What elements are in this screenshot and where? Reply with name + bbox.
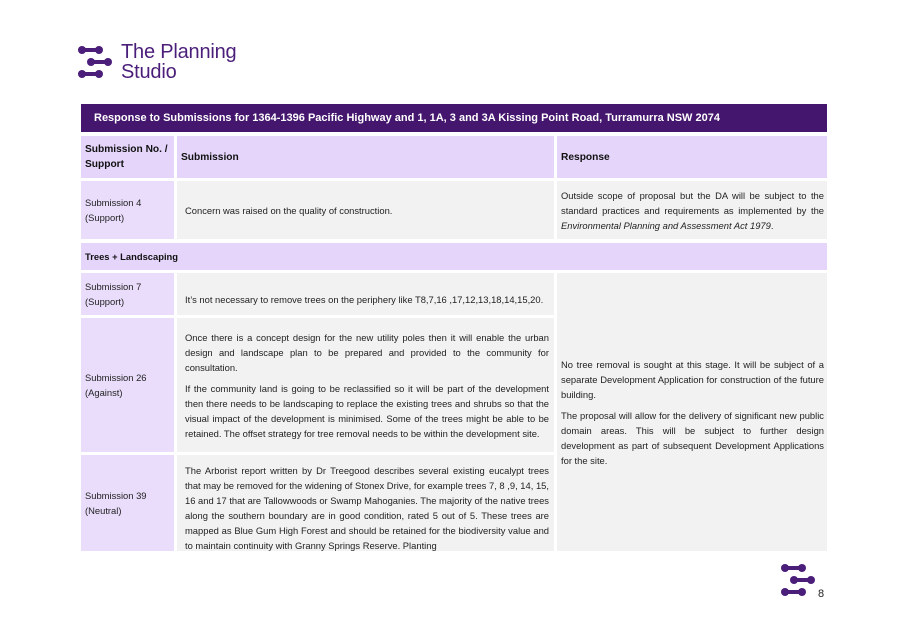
header-response: Response: [557, 136, 827, 178]
trees-landscaping-response: [557, 273, 827, 551]
response-4-suffix: .: [770, 219, 774, 231]
row-submission-4-response: [557, 181, 827, 239]
row-label-submission-7: Submission 7 (Support): [81, 273, 174, 315]
header-submission-no: Submission No. / Support: [81, 136, 174, 178]
footer-logo-icon: [780, 562, 818, 598]
planning-studio-logo-icon: [77, 44, 113, 80]
brand-line-1: The Planning: [121, 41, 237, 63]
row-submission-26-text: [177, 318, 554, 452]
trees-response-paragraph-1: No tree removal is sought at this stage. It will be subject of a separate Development Application for construction of the future building.: [561, 358, 824, 400]
page-number: 8: [818, 588, 825, 600]
brand-line-2: Studio: [121, 61, 177, 83]
row-submission-7-text: [177, 273, 554, 315]
response-4-act: Environmental Planning and Assessment Act 1979: [561, 219, 771, 231]
row-label-submission-26: Submission 26 (Against): [81, 318, 174, 452]
submission-26-paragraph-2: If the community land is going to be reclassified so it will be part of the development then there needs to be landscaping to replace the existing trees and shrubs so that the visual impact of the development is minimised. Some of the trees might be able to be retained. The offset strategy for tree removal needs to be within the development site.: [185, 382, 549, 439]
header-submission: Submission: [177, 136, 554, 178]
brand-logo: [77, 42, 236, 82]
row-submission-39-text: [177, 455, 554, 551]
row-submission-4-text: [177, 181, 554, 239]
submission-7-text: It’s not necessary to remove trees on the periphery like T8,7,16 ,17,12,13,18,14,15,20.: [185, 293, 544, 305]
table-title-banner: Response to Submissions for 1364-1396 Pacific Highway and 1, 1A, 3 and 3A Kissing Point Road, Turramurra NSW 2074: [81, 104, 827, 132]
submission-26-paragraph-1: Once there is a concept design for the new utility poles then it will enable the urban design and landscape plan to be prepared and provided to the community for consultation.: [185, 331, 549, 373]
submission-4-response: [561, 188, 824, 233]
brand-name: [121, 42, 236, 82]
submission-4-text: Concern was raised on the quality of construction.: [185, 204, 393, 216]
trees-response-paragraph-2: The proposal will allow for the delivery of significant new public domain areas. This will be subject to further design development as part of subsequent Development Applications for the site.: [561, 409, 824, 466]
row-label-submission-4: Submission 4 (Support): [81, 181, 174, 239]
section-trees-landscaping: Trees + Landscaping: [81, 243, 827, 270]
row-label-submission-39: Submission 39 (Neutral): [81, 455, 174, 551]
submission-39-text: The Arborist report written by Dr Treegood describes several existing eucalypt trees that may be removed for the widening of Stonex Drive, for example trees 7, 8 ,9, 14, 15, 16 and 17 that are Tallowwoods or Swamp Mahoganies. The majority of the native trees along the southern boundary are in good condition, rated 5 out of 5. These trees are mapped as Blue Gum High Forest and should be retained for the biodiversity value and to maintain continuity with Granny Springs Reserve. Planting: [185, 465, 549, 551]
response-4-prefix: Outside scope of proposal but the DA will be subject to the standard practices and requirements as implemented by the: [561, 189, 824, 216]
